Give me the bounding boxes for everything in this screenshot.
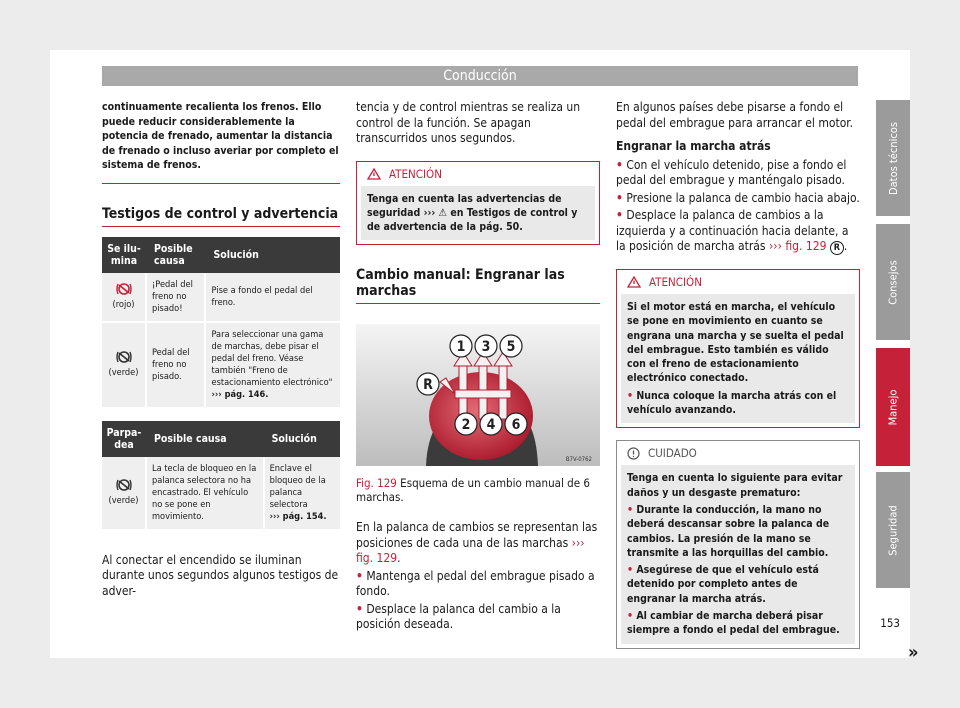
bullet-item xyxy=(627,563,849,606)
bullet-item: • Desplace la palanca de cambios a la izquierda y a continuación hacia delante, a la posición de marcha atrás ››› fig. 129 R . xyxy=(616,208,849,253)
figure-caption-text: Esquema de un cambio manual de 6 marchas. xyxy=(356,476,590,505)
caution-text: Tenga en cuenta lo siguiente para evitar daños y un desgaste prematuro: xyxy=(627,472,843,499)
caution-box xyxy=(616,440,860,648)
manual-page xyxy=(50,50,919,663)
header-cell: Solución xyxy=(205,237,340,273)
bullet-text: Durante la conducción, la mano no deberá descansar sobre la palanca de cambios. La presión de la mano se transmite a las horquillas del cambio. xyxy=(627,503,830,559)
warning-label: ATENCIÓN xyxy=(649,275,702,289)
warning-header xyxy=(357,162,599,186)
page-number: 153 xyxy=(880,616,900,630)
tab-label: Seguridad xyxy=(886,504,900,556)
gear-label: 5 xyxy=(506,339,516,356)
text-paragraph: tencia y de control mientras se realiza un control de la función. Se apagan transcurridos unos segundos. xyxy=(356,100,581,145)
solution-cell: Pise a fondo el pedal del freno. xyxy=(205,273,340,322)
tab-label: Datos técnicos xyxy=(886,121,900,195)
solution-text: Enclave el bloqueo de la palanca selectora xyxy=(269,462,326,510)
bullet-dot-icon: • xyxy=(616,157,623,172)
figure-caption xyxy=(356,476,600,504)
section-title-warning-lights: Testigos de control y advertencia xyxy=(102,206,340,227)
warning-label: ATENCIÓN xyxy=(389,166,442,181)
warning-text: Si el motor está en marcha, el vehículo se pone en movimiento en cuanto se engrana una marcha y se suelta el pedal del embrague. Esto también es válido con el freno de estacionamiento electrónico conectado. xyxy=(627,301,844,385)
brake-warning-icon xyxy=(116,282,132,296)
bullet-text: Nunca coloque la marcha atrás con el vehículo avanzando. xyxy=(627,389,837,417)
gear-label: 2 xyxy=(461,417,471,434)
bullet-dot-icon: • xyxy=(356,601,363,616)
warning-box xyxy=(616,269,860,428)
table-row xyxy=(102,273,340,322)
bullet-text: Al cambiar de marcha deberá pisar siempre a fondo el pedal del embrague. xyxy=(627,610,840,637)
icon-color-label: (rojo) xyxy=(112,299,135,311)
bullet-item xyxy=(627,503,849,560)
table-header-row xyxy=(102,421,340,457)
table-row xyxy=(102,457,340,530)
bullet-item xyxy=(627,609,849,638)
column-3 xyxy=(616,100,860,649)
tab-seguridad[interactable] xyxy=(876,472,910,588)
header-cell: Solución xyxy=(264,421,340,457)
tab-manejo[interactable] xyxy=(876,348,910,466)
cause-cell: La tecla de bloqueo en la palanca selectora no ha encastrado. El vehículo no se pone en movimiento. xyxy=(146,457,264,530)
bullet-text: Con el vehículo detenido, pise a fondo el pedal del embrague y manténgalo pisado. xyxy=(616,157,847,187)
table-illuminates xyxy=(102,237,340,409)
icon-color-label: (verde) xyxy=(108,367,139,379)
bullet-dot-icon: • xyxy=(616,208,623,222)
bullet-text: Desplace la palanca de cambios a la izquierda y a continuación hacia delante, a la posición de marcha atrás xyxy=(616,208,849,253)
warning-header xyxy=(617,270,859,294)
bullet-dot-icon: • xyxy=(627,610,634,623)
figure-tag: B7V-0762 xyxy=(565,456,592,464)
header-cell: Posible causa xyxy=(146,237,205,273)
caution-body xyxy=(621,465,855,643)
gearshift-diagram xyxy=(356,324,600,466)
tab-label: Manejo xyxy=(886,389,900,425)
page-reference-link[interactable]: ››› pág. 146. xyxy=(211,388,269,400)
bullet-dot-icon: • xyxy=(627,564,634,577)
gear-r-badge: R xyxy=(830,241,844,255)
caution-header xyxy=(617,441,859,465)
bullet-dot-icon: • xyxy=(356,568,363,583)
bullet-item xyxy=(616,191,860,207)
solution-cell xyxy=(205,322,340,408)
warning-box xyxy=(356,161,600,246)
bullet-item xyxy=(356,569,600,600)
text-paragraph: En la palanca de cambios se representan las posiciones de cada una de las marchas ››› fig. 129. xyxy=(356,520,598,566)
bullet-dot-icon: • xyxy=(627,503,634,516)
bullet-text: Asegúrese de que el vehículo está detenido por completo antes de engranar la marcha atrás. xyxy=(627,564,819,605)
warning-body xyxy=(621,294,855,423)
table-flashes xyxy=(102,421,340,531)
bullet-item xyxy=(616,158,860,189)
icon-cell xyxy=(102,273,146,322)
icon-cell xyxy=(102,322,146,408)
icon-cell xyxy=(102,457,146,530)
tab-consejos[interactable] xyxy=(876,224,910,340)
warning-triangle-icon xyxy=(367,168,381,180)
column-2 xyxy=(356,100,600,633)
bullet-item xyxy=(356,602,600,633)
bullet-text: Desplace la palanca del cambio a la posición deseada. xyxy=(356,601,561,632)
bullet-dot-icon: • xyxy=(627,389,634,402)
figure-reference-link[interactable]: ››› fig. 129 xyxy=(356,535,585,566)
tab-label: Consejos xyxy=(886,259,900,305)
bullet-item xyxy=(627,389,849,418)
intro-paragraph: continuamente recalienta los frenos. Ello puede reducir considerablemente la potencia de frenado, aumentar la distancia de frenado o incluso averiar por completo el sistema de frenos. xyxy=(102,100,340,184)
figure-reference-link[interactable]: ››› fig. 129 xyxy=(768,239,827,253)
continue-arrow-icon: » xyxy=(908,642,919,663)
table-header-row xyxy=(102,237,340,273)
header-cell: Se ilu- mina xyxy=(102,237,146,273)
gear-label: 4 xyxy=(486,417,496,434)
paragraph-text: En la palanca de cambios se representan las posiciones de cada una de las marchas xyxy=(356,520,598,550)
cause-cell: ¡Pedal del freno no pisado! xyxy=(146,273,205,322)
subheading: Engranar la marcha atrás xyxy=(616,139,771,153)
table-row xyxy=(102,322,340,408)
gear-label: R xyxy=(423,377,433,394)
bullet-text: Presione la palanca de cambio hacia abajo. xyxy=(626,190,860,205)
cause-cell: Pedal del freno no pisado. xyxy=(146,322,205,408)
brake-pedal-icon xyxy=(116,350,132,364)
tab-datos-tecnicos[interactable] xyxy=(876,100,910,216)
header-cell: Posible causa xyxy=(146,421,264,457)
caution-label: CUIDADO xyxy=(648,446,697,461)
section-title-manual-gearbox: Cambio manual: Engranar las marchas xyxy=(356,267,600,304)
text-paragraph: En algunos países debe pisarse a fondo el pedal del embrague para arrancar el motor. xyxy=(616,100,854,130)
selector-lock-icon xyxy=(116,478,132,492)
warning-body: Tenga en cuenta las advertencias de seguridad ››› ⚠ en Testigos de control y de advertencia de la pág. 50. xyxy=(361,186,595,241)
gear-label: 3 xyxy=(481,339,491,356)
gearbox-figure xyxy=(356,324,600,505)
column-1 xyxy=(102,100,340,599)
chapter-header: Conducción xyxy=(102,66,858,86)
warning-triangle-icon xyxy=(627,276,641,288)
gear-label: 1 xyxy=(456,339,466,356)
gear-label: 6 xyxy=(511,417,521,434)
solution-text: Para seleccionar una gama de marchas, debe pisar el pedal del freno. Véase también "Freno de estacionamiento electrónico" xyxy=(211,328,333,388)
bullet-text: Mantenga el pedal del embrague pisado a fondo. xyxy=(356,568,595,599)
solution-cell xyxy=(264,457,340,530)
header-cell: Parpa- dea xyxy=(102,421,146,457)
bullet-dot-icon: • xyxy=(616,190,623,205)
icon-color-label: (verde) xyxy=(108,495,139,507)
page-reference-link[interactable]: ››› pág. 154. xyxy=(269,510,327,522)
figure-number: Fig. 129 xyxy=(356,476,397,491)
outro-paragraph: Al conectar el encendido se iluminan durante unos segundos algunos testigos de adver- xyxy=(102,552,339,598)
info-circle-icon xyxy=(627,447,640,460)
